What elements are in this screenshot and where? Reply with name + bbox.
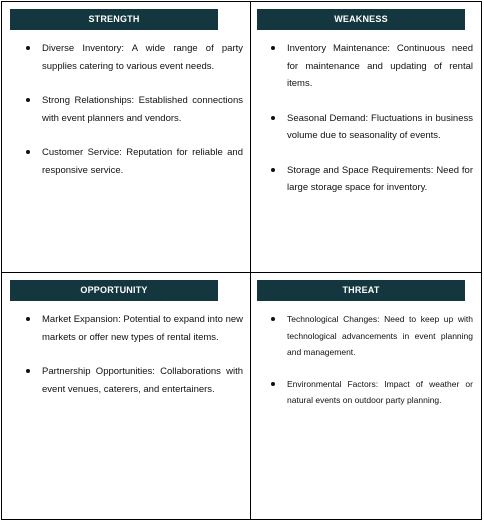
bullet-text: Inventory Maintenance: Continuous need for maintenance and updating of rental items. bbox=[287, 43, 473, 89]
opportunity-quadrant bbox=[2, 273, 250, 519]
weakness-list bbox=[271, 40, 473, 214]
bullet-text: Diverse Inventory: A wide range of party supplies catering to various event needs. bbox=[42, 43, 243, 72]
bullet-text: Partnership Opportunities: Collaborations with event venues, caterers, and entertainers. bbox=[42, 366, 243, 395]
bullet-text: Seasonal Demand: Fluctuations in business volume due to seasonality of events. bbox=[287, 112, 473, 141]
list-item bbox=[271, 311, 473, 361]
list-item bbox=[26, 40, 243, 75]
weakness-quadrant bbox=[251, 2, 481, 272]
list-item bbox=[271, 162, 473, 197]
bullet-icon bbox=[271, 382, 275, 386]
threat-quadrant bbox=[251, 273, 481, 519]
list-item bbox=[271, 376, 473, 409]
bullet-icon bbox=[26, 150, 30, 154]
bullet-icon bbox=[271, 46, 275, 50]
list-item bbox=[271, 40, 473, 93]
bullet-icon bbox=[26, 317, 30, 321]
threat-list bbox=[271, 311, 473, 424]
bullet-text: Environmental Factors: Impact of weather or natural events on outdoor party planning. bbox=[287, 378, 473, 405]
bullet-icon bbox=[26, 369, 30, 373]
list-item bbox=[26, 363, 243, 398]
strength-list bbox=[26, 40, 243, 196]
list-item bbox=[271, 110, 473, 145]
opportunity-header: OPPORTUNITY bbox=[10, 280, 218, 301]
bullet-text: Customer Service: Reputation for reliable and responsive service. bbox=[42, 147, 243, 176]
bullet-text: Strong Relationships: Established connections with event planners and vendors. bbox=[42, 95, 243, 124]
bullet-icon bbox=[271, 168, 275, 172]
bullet-text: Market Expansion: Potential to expand into new markets or offer new types of rental items. bbox=[42, 314, 243, 343]
bullet-text: Storage and Space Requirements: Need for large storage space for inventory. bbox=[287, 164, 473, 193]
strength-quadrant bbox=[2, 2, 250, 272]
list-item bbox=[26, 311, 243, 346]
bullet-text: Technological Changes: Need to keep up with technological advancements in event planning and management. bbox=[287, 314, 473, 357]
threat-header: THREAT bbox=[257, 280, 465, 301]
bullet-icon bbox=[26, 98, 30, 102]
bullet-icon bbox=[271, 116, 275, 120]
list-item bbox=[26, 92, 243, 127]
opportunity-list bbox=[26, 311, 243, 415]
swot-table bbox=[1, 1, 482, 520]
bullet-icon bbox=[271, 317, 275, 321]
weakness-header: WEAKNESS bbox=[257, 9, 465, 30]
bullet-icon bbox=[26, 46, 30, 50]
strength-header: STRENGTH bbox=[10, 9, 218, 30]
list-item bbox=[26, 144, 243, 179]
